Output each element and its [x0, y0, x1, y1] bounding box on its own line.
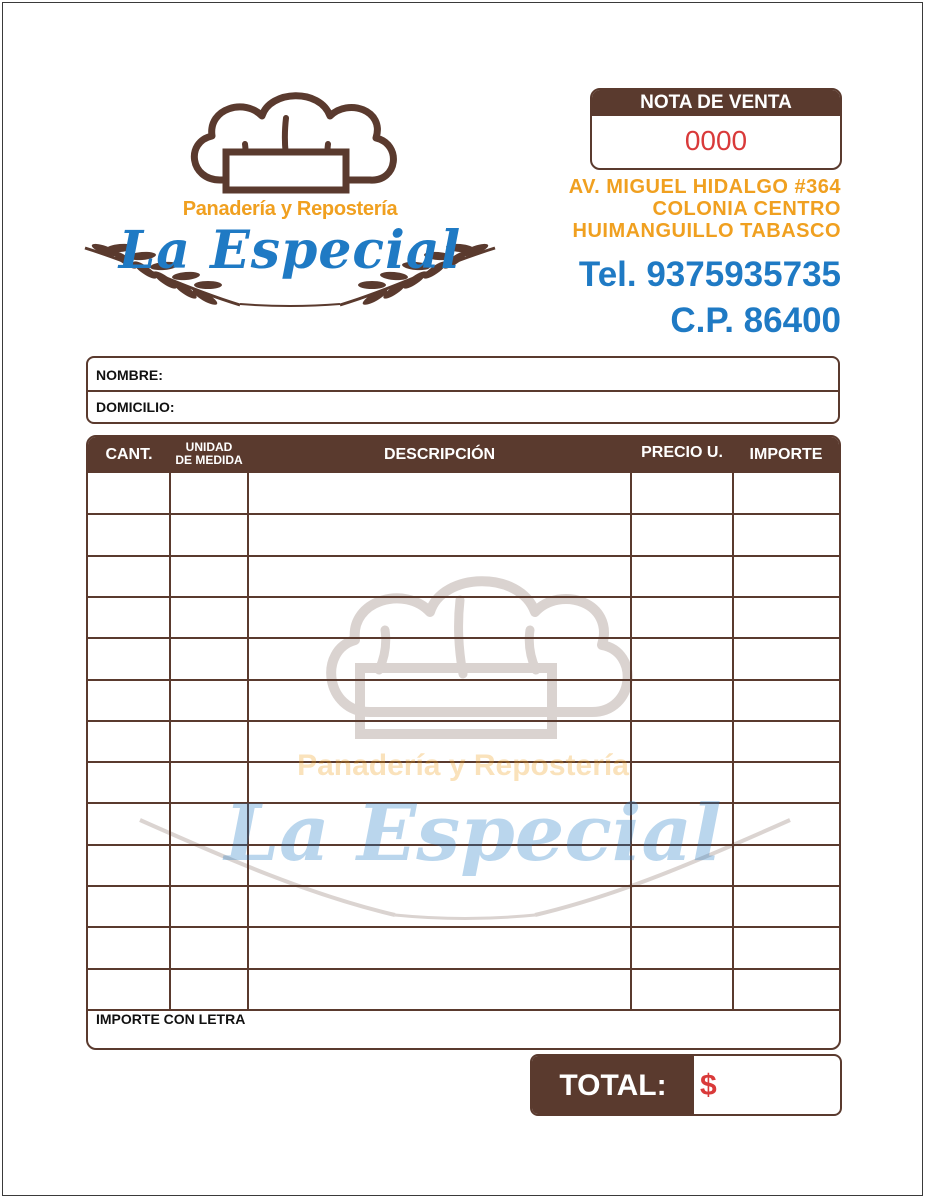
header-unit-line2: DE MEDIDA — [175, 453, 243, 467]
header-description: DESCRIPCIÓN — [383, 446, 496, 463]
nota-de-venta-box — [590, 88, 842, 170]
customer-name-field[interactable] — [88, 358, 838, 390]
business-tagline: Panadería y Repostería — [182, 198, 398, 220]
nota-number: 0000 — [684, 125, 748, 156]
header-amount: IMPORTE — [749, 446, 823, 463]
customer-name-label: NOMBRE: — [96, 367, 163, 383]
address-line-1: AV. MIGUEL HIDALGO #364 — [568, 176, 841, 198]
address-line-3: HUIMANGUILLO TABASCO — [572, 220, 841, 242]
watermark-tagline: Panadería y Repostería — [297, 749, 629, 782]
business-logo — [80, 80, 500, 330]
header-unit-price: PRECIO U. — [641, 444, 723, 461]
nota-title: NOTA DE VENTA — [592, 90, 840, 116]
customer-box — [86, 356, 840, 424]
header-qty: CANT. — [105, 446, 153, 463]
customer-address-label: DOMICILIO: — [96, 399, 175, 415]
address-line-2: COLONIA CENTRO — [652, 198, 841, 220]
watermark-brand: La Especial — [224, 788, 722, 879]
header-unit-line1: UNIDAD — [185, 440, 233, 454]
amount-in-words-label: IMPORTE CON LETRA — [96, 1011, 246, 1027]
items-table — [86, 435, 841, 1050]
header-unit — [170, 441, 248, 467]
business-phone: Tel. 9375935735 — [578, 255, 841, 294]
total-currency[interactable]: $ — [700, 1069, 717, 1102]
business-address — [569, 176, 841, 242]
table-grid[interactable] — [88, 473, 839, 1048]
business-postal-code: C.P. 86400 — [670, 301, 841, 340]
customer-address-field[interactable] — [88, 390, 838, 422]
total-label: TOTAL: — [532, 1056, 694, 1114]
table-header — [88, 437, 839, 473]
total-box — [530, 1054, 842, 1116]
business-name: La Especial — [118, 220, 462, 281]
